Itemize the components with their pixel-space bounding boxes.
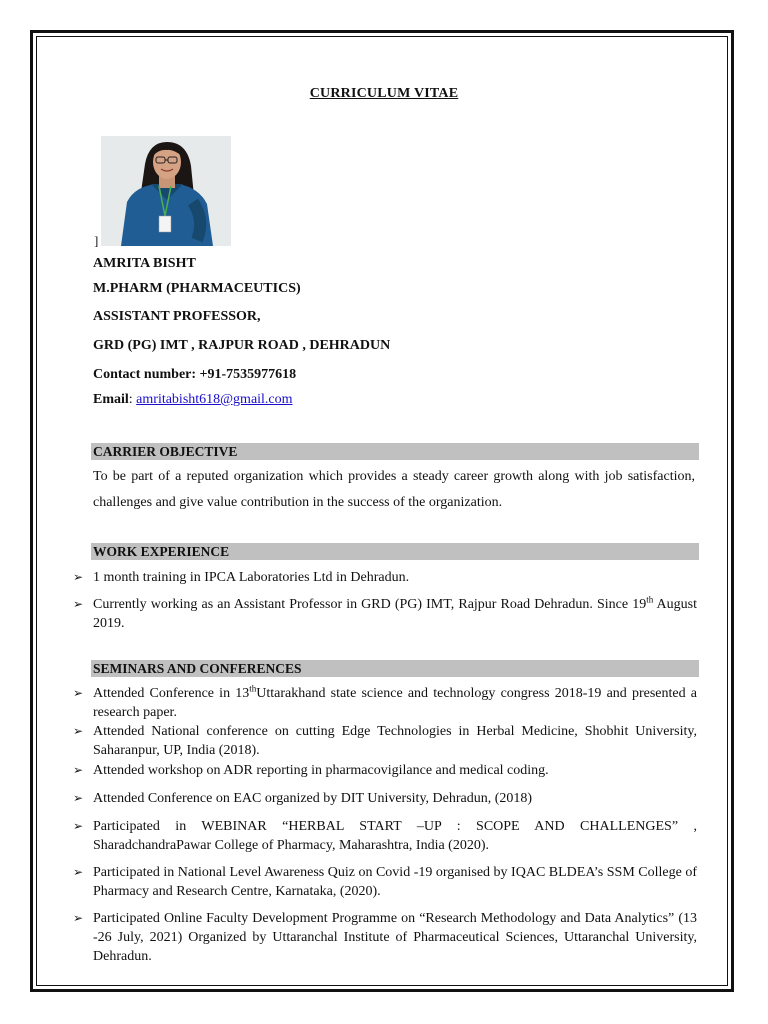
email-link[interactable]: amritabisht618@gmail.com <box>136 392 293 407</box>
email-separator: : <box>128 392 137 407</box>
work-item-text: August 2019. <box>93 597 697 631</box>
email-label: Email <box>93 392 129 407</box>
seminar-item-text: Uttarakhand state science and technology congress 2018-19 and presented a research paper. <box>93 686 697 720</box>
seminar-item-text: Attended Conference in 13 <box>93 686 250 701</box>
section-heading-objective: CARRIER OBJECTIVE <box>91 443 699 460</box>
work-item-text: Currently working as an Assistant Professor in GRD (PG) IMT, Rajpur Road Dehradun. Since 19 <box>93 597 647 612</box>
institution: GRD (PG) IMT , RAJPUR ROAD , DEHRADUN <box>93 338 391 353</box>
arrow-bullet-icon: ➢ <box>73 597 84 611</box>
email-line <box>93 392 293 408</box>
arrow-bullet-icon: ➢ <box>73 791 84 805</box>
seminar-item: Attended workshop on ADR reporting in pharmacovigilance and medical coding. <box>93 763 549 778</box>
applicant-name: AMRITA BISHT <box>93 256 196 271</box>
seminar-item: Participated Online Faculty Development Programme on “Research Methodology and Data Analytics” (13 -26 July, 2021) Organized by Uttaranchal Institute of Pharmaceutical Sciences, Uttaranchal University, Dehradun. <box>93 911 697 964</box>
profile-photo <box>101 136 231 246</box>
arrow-bullet-icon: ➢ <box>73 570 84 584</box>
seminar-item: Participated in WEBINAR “HERBAL START –UP : SCOPE AND CHALLENGES” , SharadchandraPawar College of Pharmacy, Maharashtra, India (2020). <box>93 819 697 853</box>
seminar-item: Attended Conference on EAC organized by DIT University, Dehradun, (2018) <box>93 791 533 806</box>
seminar-item <box>93 684 697 722</box>
work-item <box>93 595 697 633</box>
work-item: 1 month training in IPCA Laboratories Ltd in Dehradun. <box>93 570 410 585</box>
arrow-bullet-icon: ➢ <box>73 911 84 925</box>
work-item-sup: th <box>646 594 654 605</box>
arrow-bullet-icon: ➢ <box>73 724 84 738</box>
page-title: CURRICULUM VITAE <box>309 86 459 101</box>
seminar-item-sup: th <box>249 683 257 694</box>
seminar-item: Participated in National Level Awareness Quiz on Covid -19 organised by IQAC BLDEA’s SSM College of Pharmacy and Research Centre, Karnataka, (2020). <box>93 865 697 899</box>
seminar-item: Attended National conference on cutting Edge Technologies in Herbal Medicine, Shobhit University, Saharanpur, UP, India (2018). <box>93 724 697 758</box>
objective-text: To be part of a reputed organization which provides a steady career growth along with job satisfaction, challenges and give value contribution in the success of the organization. <box>93 469 695 510</box>
section-heading-work: WORK EXPERIENCE <box>91 543 699 560</box>
contact-number: Contact number: +91-7535977618 <box>93 367 297 382</box>
arrow-bullet-icon: ➢ <box>73 686 84 700</box>
designation: ASSISTANT PROFESSOR, <box>93 309 261 324</box>
arrow-bullet-icon: ➢ <box>73 865 84 879</box>
section-heading-seminars: SEMINARS AND CONFERENCES <box>91 660 699 677</box>
arrow-bullet-icon: ➢ <box>73 763 84 777</box>
stray-mark: ] <box>94 233 99 248</box>
arrow-bullet-icon: ➢ <box>73 819 84 833</box>
avatar <box>101 136 231 246</box>
qualification: M.PHARM (PHARMACEUTICS) <box>93 281 301 296</box>
